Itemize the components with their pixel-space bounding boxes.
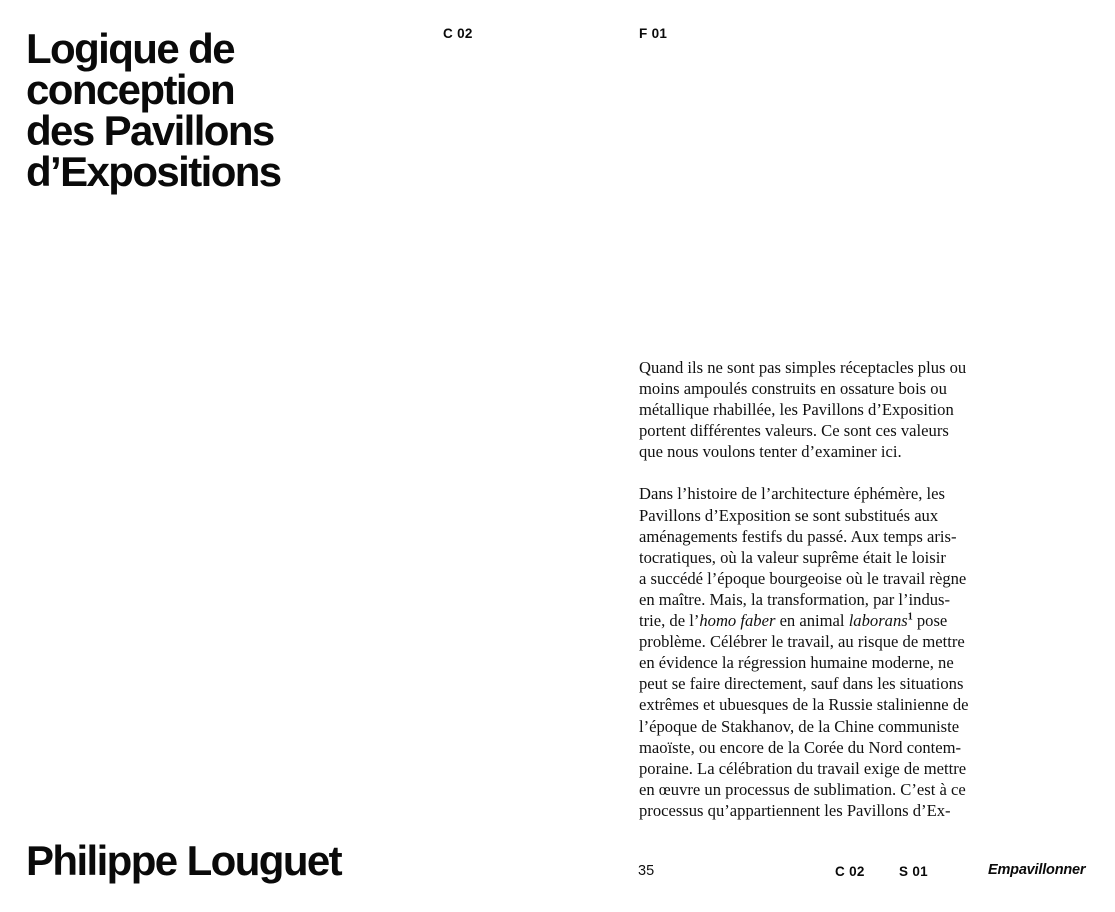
text-line: en évidence la régression humaine moderne, ne — [639, 653, 954, 673]
body-text — [639, 357, 1069, 821]
book-title: Empavillonner — [988, 862, 1086, 878]
text-run: en animal — [775, 611, 849, 631]
text-line: problème. Célébrer le travail, au risque de mettre — [639, 632, 965, 652]
title-line: Logique de — [26, 25, 234, 72]
text-line: tocratiques, où la valeur suprême était le loisir — [639, 547, 946, 567]
text-line: l’époque de Stakhanov, de la Chine communiste — [639, 716, 960, 736]
text-line: Pavillons d’Exposition se sont substitués aux — [639, 505, 939, 525]
text-line: processus qu’appartiennent les Pavillons d’Ex- — [639, 800, 951, 820]
title-line: conception — [26, 66, 235, 113]
paragraph-history — [639, 483, 1069, 821]
text-run: pose — [912, 611, 948, 631]
italic-term-homo-faber: homo faber — [699, 611, 776, 631]
text-line — [639, 610, 1069, 631]
text-line: extrêmes et ubuesques de la Russie stalinienne de — [639, 695, 969, 715]
paragraph-intro — [639, 357, 1069, 462]
text-line: peut se faire directement, sauf dans les situations — [639, 674, 964, 694]
text-line: portent différentes valeurs. Ce sont ces valeurs — [639, 421, 949, 441]
chapter-code-header: C 02 — [443, 26, 473, 41]
text-line: que nous voulons tenter d’examiner ici. — [639, 442, 902, 462]
footnote-marker[interactable]: 1 — [907, 611, 913, 623]
italic-term-laborans: laborans — [848, 611, 908, 631]
text-line: en œuvre un processus de sublimation. C’est à ce — [639, 779, 966, 799]
text-line: a succédé l’époque bourgeoise où le travail règne — [639, 568, 967, 588]
text-line: moins ampoulés construits en ossature bois ou — [639, 379, 947, 399]
title-line: des Pavillons — [26, 107, 274, 154]
chapter-code-footer: C 02 — [835, 864, 865, 879]
title-line: d’Expositions — [26, 148, 281, 195]
section-code-footer: S 01 — [899, 864, 928, 879]
author-name: Philippe Louguet — [26, 837, 342, 884]
page-title — [26, 25, 281, 195]
page-number: 35 — [638, 863, 655, 879]
text-line: poraine. La célébration du travail exige de mettre — [639, 758, 967, 778]
text-line: maoïste, ou encore de la Corée du Nord contem- — [639, 737, 962, 757]
figure-code: F 01 — [639, 26, 668, 41]
text-line: aménagements festifs du passé. Aux temps aris- — [639, 526, 957, 546]
text-line: Quand ils ne sont pas simples réceptacles plus ou — [639, 358, 967, 377]
text-line: métallique rhabillée, les Pavillons d’Exposition — [639, 400, 954, 420]
text-line: en maître. Mais, la transformation, par l’indus- — [639, 589, 951, 609]
text-line: Dans l’histoire de l’architecture éphémère, les — [639, 484, 945, 504]
text-run: trie, de l’ — [639, 611, 700, 631]
